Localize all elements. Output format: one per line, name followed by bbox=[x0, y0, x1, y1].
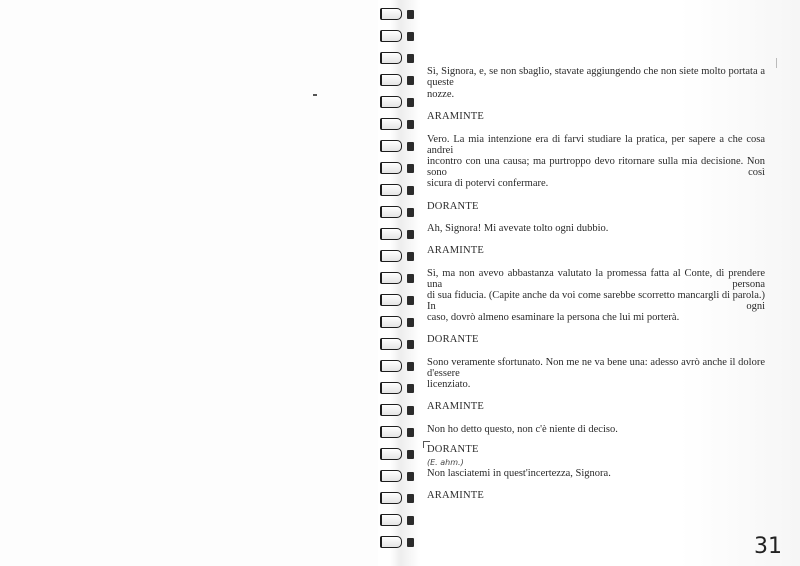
dialogue-line: Vero. La mia intenzione era di farvi studiare la pratica, per sapere a che cosa andrei bbox=[427, 134, 765, 156]
binding-ring bbox=[380, 426, 416, 438]
left-page-blank bbox=[0, 0, 378, 566]
binding-ring bbox=[380, 206, 416, 218]
dialogue-line: di sua fiducia. (Capite anche da voi come sarebbe scorretto mancargli di parola.) In ogni bbox=[427, 290, 766, 312]
speaker-name: DORANTE bbox=[427, 444, 479, 455]
binding-ring bbox=[380, 382, 416, 394]
binding-ring bbox=[380, 316, 416, 328]
script-page-text bbox=[427, 0, 772, 566]
binding-ring bbox=[380, 536, 416, 548]
dialogue-line: nozze. bbox=[427, 89, 455, 100]
binding-ring bbox=[380, 228, 416, 240]
dialogue-line: Non lasciatemi in quest'incertezza, Signora. bbox=[427, 468, 611, 479]
binding-ring bbox=[380, 162, 416, 174]
dialogue-line: licenziato. bbox=[427, 379, 471, 390]
speaker-name: ARAMINTE bbox=[427, 111, 485, 122]
handwritten-note: (E. ahm.) bbox=[427, 458, 464, 467]
dialogue-line: Sono veramente sfortunato. Non me ne va bene una: adesso avrò anche il dolore d'essere bbox=[427, 357, 765, 379]
stray-ink-mark bbox=[313, 94, 317, 96]
binding-ring bbox=[380, 140, 416, 152]
speaker-name: ARAMINTE bbox=[427, 401, 485, 412]
binding-ring bbox=[380, 96, 416, 108]
binding-ring bbox=[380, 118, 416, 130]
binding-ring bbox=[380, 492, 416, 504]
binding-ring bbox=[380, 338, 416, 350]
dialogue-line: Non ho detto questo, non c'è niente di deciso. bbox=[427, 424, 618, 435]
speaker-name: ARAMINTE bbox=[427, 490, 485, 501]
binding-ring bbox=[380, 250, 416, 262]
binding-ring bbox=[380, 360, 416, 372]
binding-ring bbox=[380, 272, 416, 284]
dialogue-line: sicura di potervi confermare. bbox=[427, 178, 549, 189]
dialogue-line: caso, dovrò almeno esaminare la persona che lui mi porterà. bbox=[427, 312, 680, 323]
binding-ring bbox=[380, 514, 416, 526]
speaker-name: DORANTE bbox=[427, 201, 479, 212]
binding-ring bbox=[380, 470, 416, 482]
handwritten-page-number: 31 bbox=[754, 534, 782, 559]
binding-ring bbox=[380, 184, 416, 196]
binding-ring bbox=[380, 74, 416, 86]
speaker-name: DORANTE bbox=[427, 334, 479, 345]
dialogue-line: incontro con una causa; ma purtroppo devo ritornare sulla mia decisione. Non sono così bbox=[427, 156, 765, 178]
speaker-name: ARAMINTE bbox=[427, 245, 485, 256]
binding-ring bbox=[380, 404, 416, 416]
spiral-binding bbox=[378, 0, 428, 566]
binding-ring bbox=[380, 448, 416, 460]
dialogue-line: Sì, Signora, e, se non sbaglio, stavate aggiungendo che non siete molto portata a queste bbox=[427, 66, 765, 88]
dialogue-line: Ah, Signora! Mi avevate tolto ogni dubbio. bbox=[427, 223, 609, 234]
edge-tick-mark bbox=[776, 58, 777, 68]
binding-ring bbox=[380, 52, 416, 64]
dialogue-line: Sì, ma non avevo abbastanza valutato la promessa fatta al Conte, di prendere una persona bbox=[427, 268, 765, 290]
binding-ring bbox=[380, 30, 416, 42]
binding-ring bbox=[380, 8, 416, 20]
binding-ring bbox=[380, 294, 416, 306]
